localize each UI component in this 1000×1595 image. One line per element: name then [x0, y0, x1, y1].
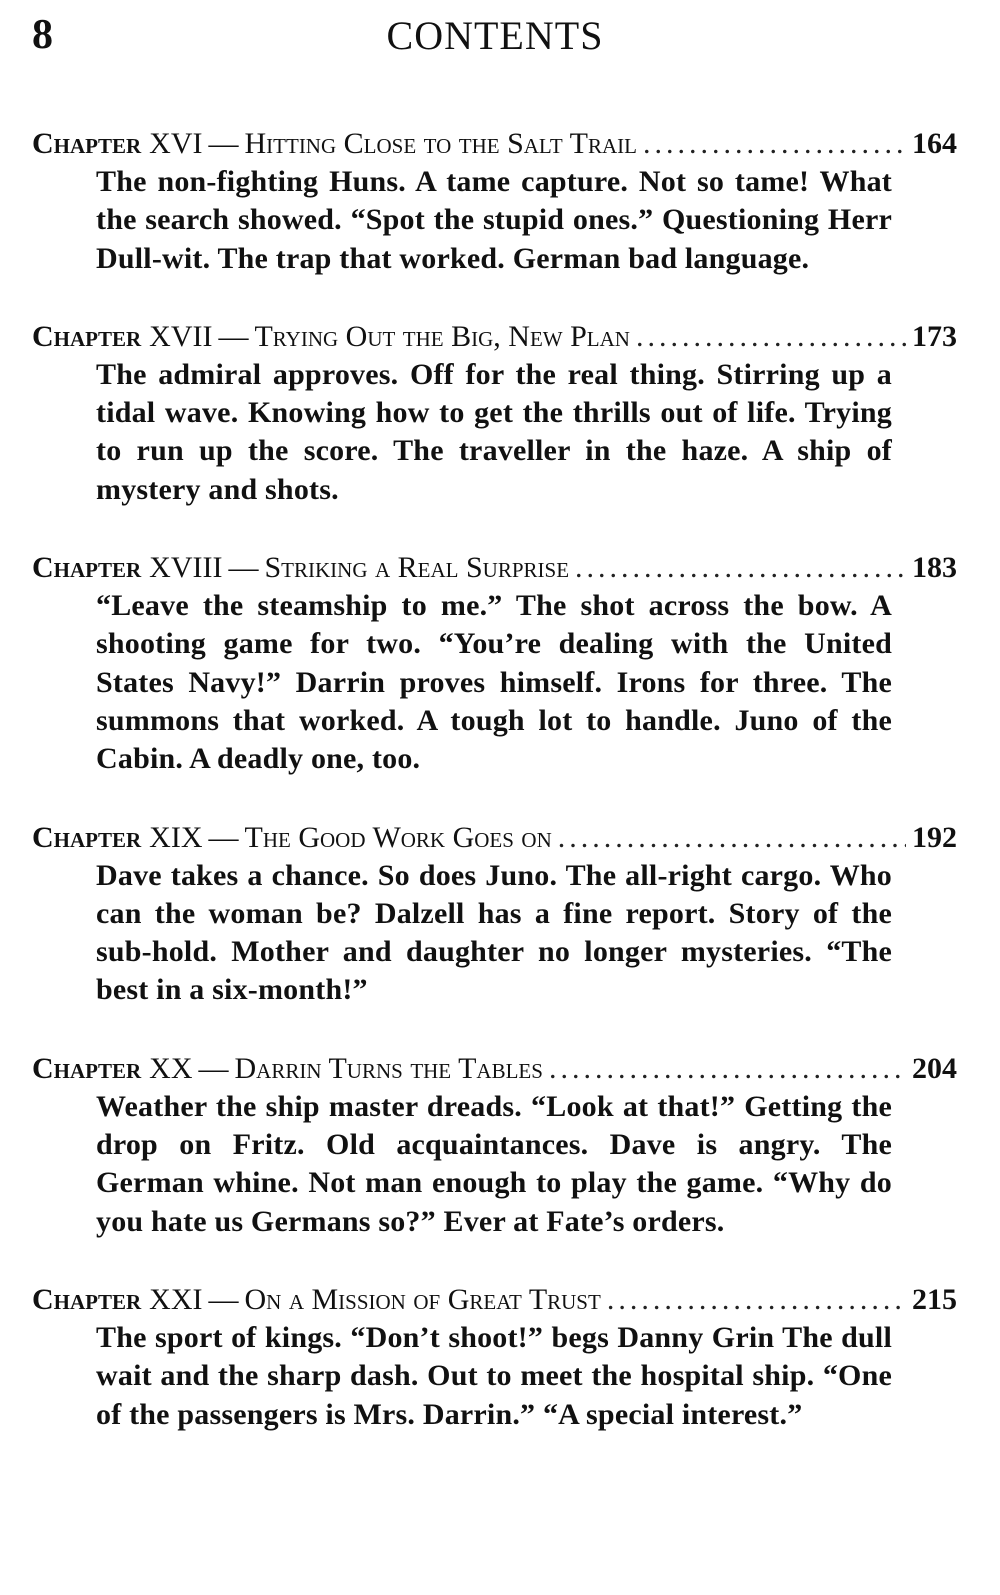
chapter-entry: [32, 318, 957, 509]
chapter-entry: [32, 1050, 957, 1241]
chapter-heading: [32, 318, 957, 356]
dot-leader: [575, 549, 906, 587]
chapter-number: XVIII: [149, 551, 223, 585]
chapter-heading: [32, 819, 957, 857]
dot-leader: [558, 819, 906, 857]
chapter-title: Trying Out the Big, New Plan: [254, 319, 630, 353]
dash-separator: —: [218, 319, 249, 353]
chapter-title: Darrin Turns the Tables: [234, 1051, 543, 1085]
chapter-title: Hitting Close to the Salt Trail: [244, 127, 637, 160]
dot-leader: [643, 125, 906, 163]
chapter-entry: [32, 1281, 957, 1434]
chapter-heading: [32, 549, 957, 587]
chapter-label: Chapter: [32, 127, 142, 160]
page-title: CONTENTS: [386, 13, 604, 58]
dash-separator: —: [198, 1051, 229, 1085]
chapter-page: 164: [912, 127, 957, 160]
chapter-title: Striking a Real Surprise: [264, 551, 570, 585]
chapter-synopsis: The admiral approves. Off for the real thing. Stirring up a tidal wave. Knowing how to get the thrills out of life. Trying to run up the score. The traveller in the haze. A ship of mystery and shots.: [96, 357, 892, 506]
chapter-synopsis: Weather the ship master dreads. “Look at that!” Getting the drop on Fritz. Old acquaintances. Dave is angry. The German whine. Not man enough to play the game. “Why do you hate us Germans so?” Ever at Fate’s orders.: [96, 1089, 892, 1238]
page-number: 8: [32, 12, 53, 58]
chapter-page: 183: [912, 551, 957, 585]
chapter-number: XVI: [149, 127, 203, 160]
chapter-synopsis: The sport of kings. “Don’t shoot!” begs Danny Grin The dull wait and the sharp dash. Out to meet the hospital ship. “One of the passengers is Mrs. Darrin.” “A special interest.”: [96, 1320, 892, 1431]
chapter-label: Chapter: [32, 319, 142, 353]
dot-leader: [607, 1281, 906, 1319]
dash-separator: —: [208, 1282, 239, 1316]
chapter-number: XVII: [149, 319, 213, 353]
chapter-number: XXI: [149, 1282, 203, 1316]
chapter-page: 192: [912, 820, 957, 854]
chapter-title: On a Mission of Great Trust: [244, 1282, 601, 1316]
dash-separator: —: [208, 127, 239, 160]
chapter-title: The Good Work Goes on: [244, 820, 552, 854]
chapter-synopsis: The non-fighting Huns. A tame capture. Not so tame! What the search showed. “Spot the stupid ones.” Questioning Herr Dull-wit. The trap that worked. German bad language.: [96, 165, 892, 275]
chapter-page: 173: [912, 319, 957, 353]
chapter-synopsis: “Leave the steamship to me.” The shot across the bow. A shooting game for two. “You’re dealing with the United States Navy!” Darrin proves himself. Irons for three. The summons that worked. A tough lot to handle. Juno of the Cabin. A deadly one, too.: [96, 589, 892, 776]
chapter-entry: [32, 549, 957, 778]
chapter-heading: [32, 1281, 957, 1319]
chapter-label: Chapter: [32, 820, 142, 854]
dash-separator: —: [228, 551, 259, 585]
chapter-number: XIX: [149, 820, 203, 854]
chapter-label: Chapter: [32, 1282, 142, 1316]
chapter-heading: [32, 1050, 957, 1088]
dot-leader: [636, 318, 906, 356]
dot-leader: [549, 1050, 906, 1088]
contents-list: [32, 125, 957, 1474]
chapter-label: Chapter: [32, 1051, 142, 1085]
chapter-synopsis: Dave takes a chance. So does Juno. The all-right cargo. Who can the woman be? Dalzell has a fine report. Story of the sub-hold. Mother and daughter no longer mysteries. “The best in a six-month!”: [96, 858, 892, 1007]
chapter-label: Chapter: [32, 551, 142, 585]
dash-separator: —: [208, 820, 239, 854]
chapter-number: XX: [149, 1051, 193, 1085]
chapter-page: 204: [912, 1051, 957, 1085]
chapter-heading: [32, 125, 957, 163]
chapter-entry: [32, 125, 957, 278]
chapter-page: 215: [912, 1282, 957, 1316]
chapter-entry: [32, 819, 957, 1010]
